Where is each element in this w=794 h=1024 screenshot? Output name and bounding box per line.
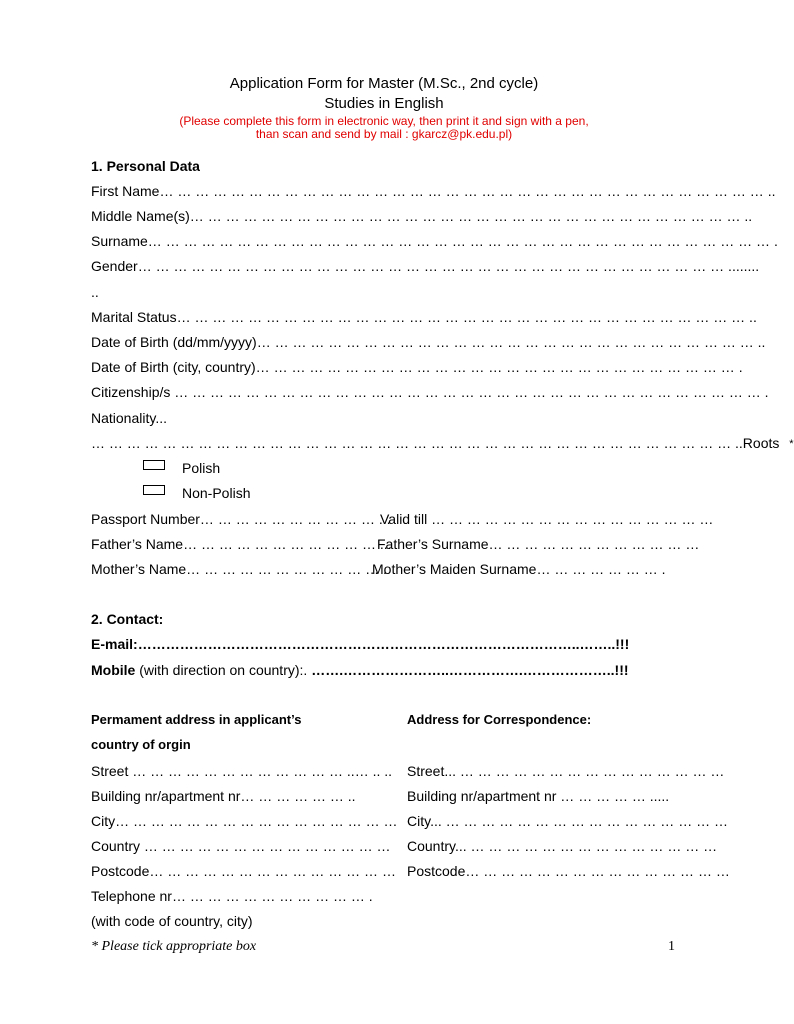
permanent-street-field[interactable]: Street … … … … … … … … … … … … ..… .. ..	[91, 763, 393, 779]
mothers-name-field[interactable]: Mother’s Name… … … … … … … … … … … .	[91, 561, 387, 577]
fathers-name-field[interactable]: Father’s Name… … … … … … … … … … … ...	[91, 536, 392, 552]
roots-label: … … … … … … … … … … … … … … … … … … … … … … … … … … … … … … … … … … … … ..Roots	[91, 435, 780, 451]
mobile-field[interactable]	[91, 662, 629, 678]
place-of-birth-field[interactable]: Date of Birth (city, country)… … … … … … … … … … … … … … … … … … … … … … … … … … … .	[91, 359, 743, 375]
date-of-birth-field[interactable]: Date of Birth (dd/mm/yyyy)… … … … … … … … … … … … … … … … … … … … … … … … … … … … ..	[91, 334, 766, 350]
form-title: Application Form for Master (M.Sc., 2nd cycle)	[229, 75, 539, 92]
permanent-city-field[interactable]: City… … … … … … … … … … … … … … … …	[91, 813, 398, 829]
email-field[interactable]	[91, 636, 629, 652]
correspondence-postcode-field[interactable]: Postcode… … … … … … … … … … … … … … …	[407, 863, 730, 879]
fathers-surname-field[interactable]: Father’s Surname… … … … … … … … … … … …	[377, 536, 700, 552]
form-subtitle: Studies in English	[324, 95, 444, 112]
mothers-maiden-surname-field[interactable]: Mother’s Maiden Surname… … … … … … … .	[372, 561, 666, 577]
mobile-dots: …….…………………..…………….………………..!!!	[311, 662, 629, 678]
non-polish-checkbox[interactable]	[143, 485, 165, 495]
telephone-hint: (with code of country, city)	[91, 913, 253, 929]
personal-data-heading: 1. Personal Data	[91, 158, 200, 174]
polish-checkbox[interactable]	[143, 460, 165, 470]
passport-number-field[interactable]: Passport Number… … … … … … … … … … ...	[91, 511, 391, 527]
email-label: E-mail:	[91, 636, 138, 652]
roots-asterisk: *	[789, 438, 794, 450]
non-polish-option-label: Non-Polish	[182, 485, 251, 501]
footnote: * Please tick appropriate box	[91, 939, 257, 954]
instructions-line-1: (Please complete this form in electronic way, then print it and sign with a pen,	[179, 114, 589, 128]
page-number: 1	[668, 939, 675, 954]
middle-name-field[interactable]: Middle Name(s)… … … … … … … … … … … … … … … … … … … … … … … … … … … … … … … ..	[91, 208, 753, 224]
correspondence-address-heading: Address for Correspondence:	[407, 712, 592, 727]
permanent-postcode-field[interactable]: Postcode… … … … … … … … … … … … … …	[91, 863, 396, 879]
mobile-hint: (with direction on country):.	[135, 662, 312, 678]
permanent-telephone-field[interactable]: Telephone nr… … … … … … … … … … … .	[91, 888, 373, 904]
email-dots: …………………………………………………………………………………..……..!!!	[137, 636, 630, 652]
polish-option-label: Polish	[182, 460, 221, 476]
gender-field[interactable]: Gender… … … … … … … … … … … … … … … … … … … … … … … … … … … … … … … … … ........	[91, 258, 760, 274]
nationality-roots-field[interactable]	[91, 435, 794, 451]
gender-field-continuation: ..	[91, 284, 99, 300]
marital-status-field[interactable]: Marital Status… … … … … … … … … … … … … … … … … … … … … … … … … … … … … … … … ..	[91, 309, 757, 325]
mobile-label: Mobile	[91, 662, 136, 678]
correspondence-city-field[interactable]: City... … … … … … … … … … … … … … … … …	[407, 813, 728, 829]
citizenship-field[interactable]: Citizenship/s … … … … … … … … … … … … … … … … … … … … … … … … … … … … … … … … … .	[91, 384, 769, 400]
permanent-address-heading-line-1: Permament address in applicant’s	[91, 712, 302, 727]
permanent-country-field[interactable]: Country … … … … … … … … … … … … … …	[91, 838, 391, 854]
correspondence-street-field[interactable]: Street... … … … … … … … … … … … … … … …	[407, 763, 725, 779]
contact-heading: 2. Contact:	[91, 611, 164, 627]
surname-field[interactable]: Surname… … … … … … … … … … … … … … … … … … … … … … … … … … … … … … … … … … … .	[91, 233, 778, 249]
instructions-line-2: than scan and send by mail : gkarcz@pk.edu.pl)	[255, 127, 513, 141]
permanent-address-heading-line-2: country of orgin	[91, 737, 191, 752]
permanent-building-field[interactable]: Building nr/apartment nr… … … … … … ..	[91, 788, 356, 804]
correspondence-building-field[interactable]: Building nr/apartment nr … … … … … .....	[407, 788, 670, 804]
correspondence-country-field[interactable]: Country... … … … … … … … … … … … … … …	[407, 838, 718, 854]
passport-valid-till-field[interactable]: Valid till … … … … … … … … … … … … … … … …	[380, 511, 714, 527]
nationality-label: Nationality...	[91, 410, 167, 426]
first-name-field[interactable]: First Name… … … … … … … … … … … … … … … … … … … … … … … … … … … … … … … … … … ..	[91, 183, 776, 199]
